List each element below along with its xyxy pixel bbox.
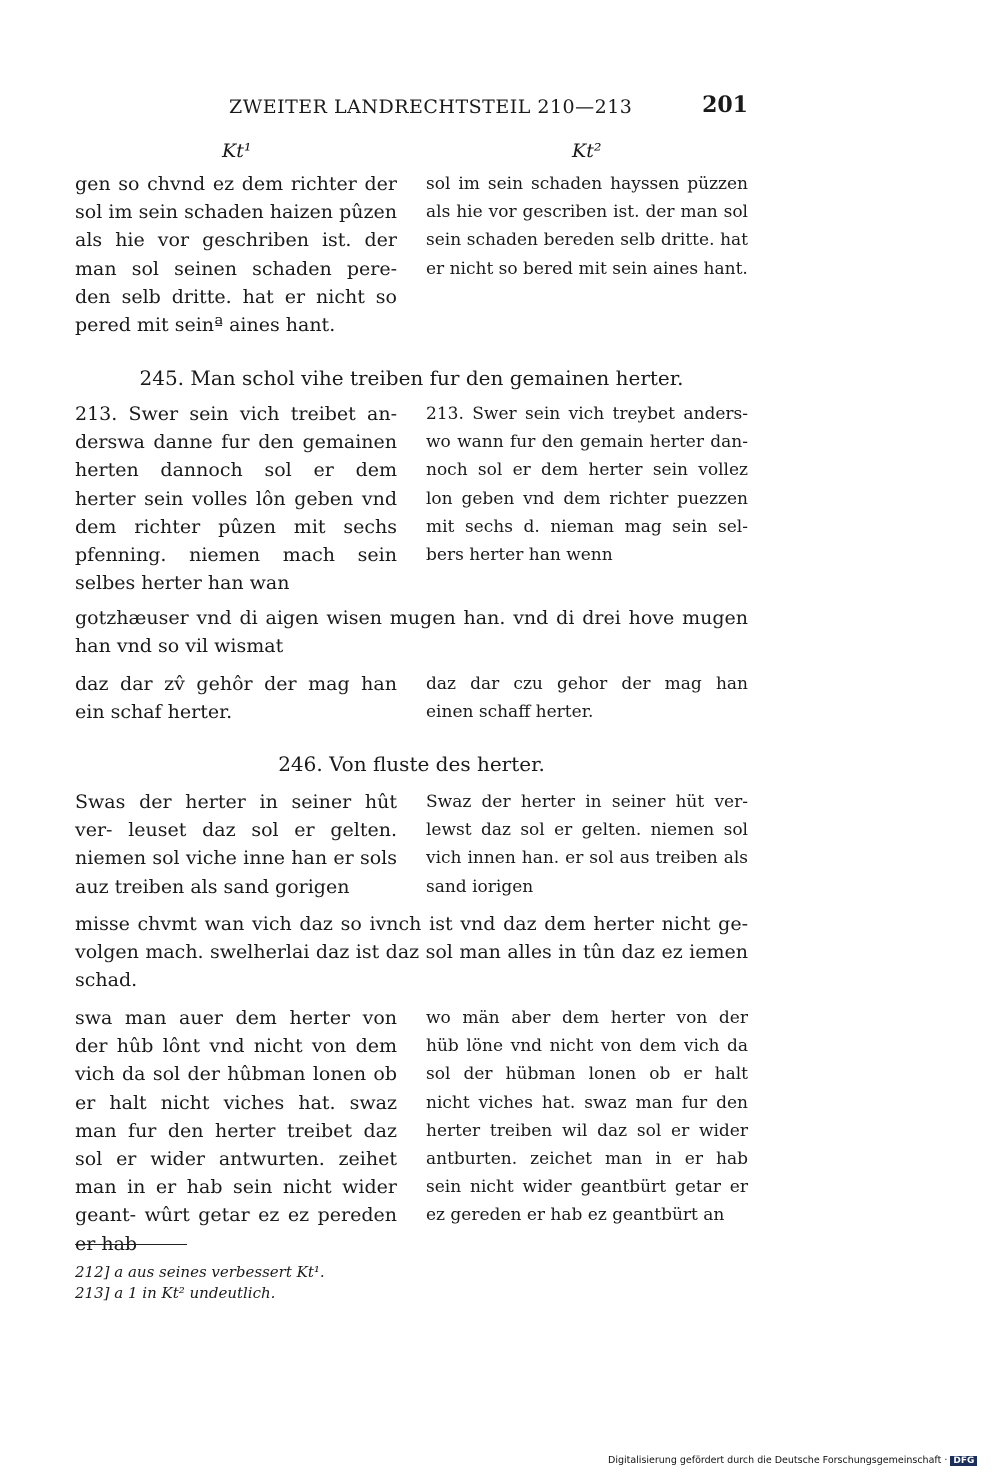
footnote-212: 212] a aus seines verbessert Kt¹.	[75, 1263, 325, 1281]
left-text-kt1: gen so chvnd ez dem richter der sol im sein schaden haizen pûzen als hie vor geschriben ist. der man sol seinen schaden pere- den selb dritte. hat er nicht so pered mit seinª aines hant.	[75, 173, 397, 337]
left-column-heading: Kt¹	[222, 140, 252, 162]
shared-text-246: misse chvmt wan vich daz so ivnch ist vnd daz dem herter nicht ge- volgen mach. swelherlai daz ist daz sol man alles in tûn daz ez iemen schad.	[75, 913, 748, 991]
section-title-246: 246. Von fluste des herter.	[278, 752, 545, 776]
digitization-credit	[608, 1455, 977, 1466]
credit-text: Digitalisierung gefördert durch die Deutsche Forschungsgemeinschaft ·	[608, 1455, 948, 1466]
right-text-kt2: sol im sein schaden hayssen püzzen als hie vor gescriben ist. der man sol sein schaden bereden selb dritte. hat er nicht so bered mit sein aines hant.	[426, 174, 748, 279]
right-column-heading: Kt²	[572, 140, 602, 162]
right-text-kt2: daz dar czu gehor der mag han einen schaff herter.	[426, 674, 748, 723]
left-text-kt1: daz dar zv̂ gehôr der mag han ein schaf herter.	[75, 673, 397, 724]
left-text-kt1: swa man auer dem herter von der hûb lônt vnd nicht von dem vich da sol der hûbman lonen ob er halt nicht viches hat. swaz man fur den herter treibet daz sol er wider antwurten. zeihet man in er hab sein nicht wider geant- wûrt getar ez ez pereden er hab	[75, 1007, 397, 1255]
right-text-kt2: Swaz der herter in seiner hüt ver- lewst daz sol er gelten. niemen sol vich innen han. er sol aus treiben als sand iorigen	[426, 792, 748, 897]
section-title-245: 245. Man schol vihe treiben fur den gemainen herter.	[139, 366, 684, 390]
page-number: 201	[702, 92, 748, 118]
running-head	[75, 92, 748, 124]
right-text-kt2: wo män aber dem herter von der hüb löne vnd nicht von dem vich da sol der hübman lonen ob er halt nicht viches hat. swaz man fur den herter treiben wil daz sol er wider antburten. zeichet man in er hab sein nicht wider geantbürt getar er ez gereden er hab ez geantbürt an	[426, 1008, 748, 1226]
left-text-kt1: 213. Swer sein vich treibet an- derswa danne fur den gemainen herten dannoch sol er dem herter sein volles lôn geben vnd dem richter pûzen mit sechs pfenning. niemen mach sein selbes herter han wan	[75, 403, 397, 595]
footnote-rule	[75, 1244, 187, 1245]
column-headings	[75, 140, 748, 170]
footnote-213: 213] a 1 in Kt² undeutlich.	[75, 1284, 276, 1302]
left-text-kt1: Swas der herter in seiner hût ver- leuset daz sol er gelten. niemen sol viche inne han er sols auz treiben als sand gorigen	[75, 791, 397, 898]
footnotes	[75, 1262, 748, 1304]
running-title: ZWEITER LANDRECHTSTEIL 210—213	[229, 96, 633, 118]
dfg-logo: DFG	[950, 1456, 977, 1466]
page	[75, 0, 748, 1477]
right-text-kt2: 213. Swer sein vich treybet anders- wo wann fur den gemain herter dan- noch sol er dem herter sein vollez lon geben vnd dem richter puezzen mit sechs d. nieman mag sein sel- bers herter han wenn	[426, 404, 748, 566]
shared-text-245: gotzhæuser vnd di aigen wisen mugen han. vnd di drei hove mugen han vnd so vil wismat	[75, 607, 748, 657]
